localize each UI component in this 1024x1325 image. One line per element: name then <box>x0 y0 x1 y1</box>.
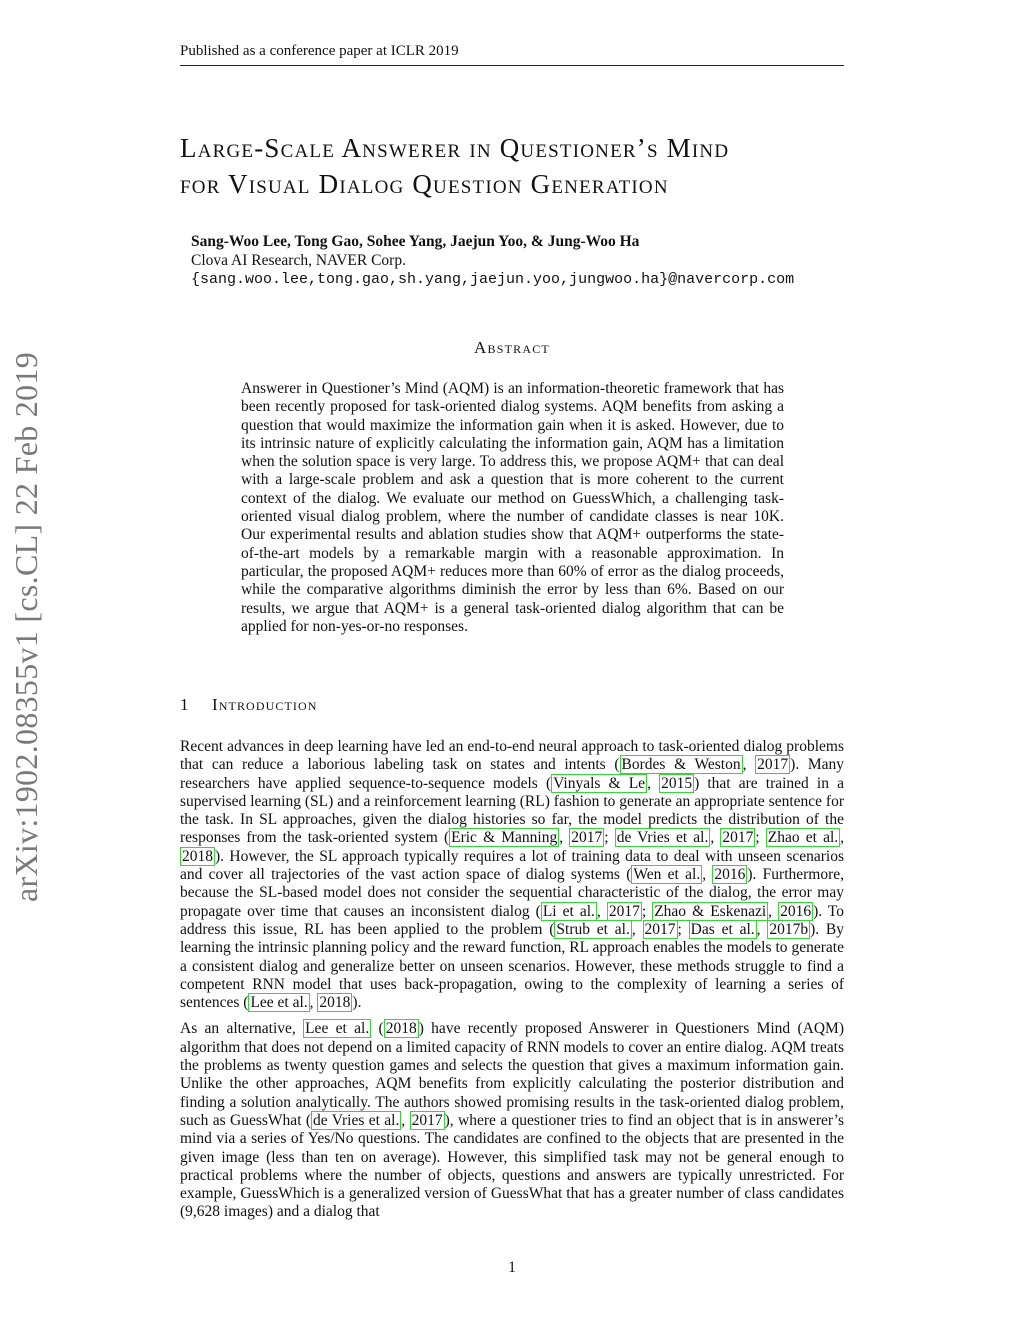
paragraph-text: ; <box>641 902 653 920</box>
paragraph <box>180 1020 844 1221</box>
paragraph-text: ). However, the SL approach typically requires a lot of training data to deal with unseen scenarios and cover all trajectories of the vast action space of dialog systems ( <box>180 847 844 884</box>
paragraph-text: , <box>631 920 643 938</box>
paragraph-text: , <box>401 1111 410 1129</box>
citation-link[interactable]: 2017 <box>608 902 640 920</box>
paragraph-text: As an alternative, <box>180 1020 304 1038</box>
paragraph-text: ; <box>755 829 766 847</box>
title-line-1: Large-Scale Answerer in Questioner’s Mind <box>180 133 730 163</box>
paragraph-text: , <box>840 829 845 847</box>
citation-link[interactable]: 2018 <box>385 1020 417 1038</box>
citation-link[interactable]: Bordes & Weston <box>621 756 741 774</box>
paragraph-text: Recent advances in deep learning have led an end-to-end neural approach to task-oriented dialog problems that can reduce a laborious labeling task on states and intents ( <box>180 738 844 774</box>
citation-link[interactable]: Wen et al. <box>633 866 701 884</box>
title-line-2: for Visual Dialog Question Generation <box>180 169 669 199</box>
citation-link[interactable]: 2016 <box>780 902 812 920</box>
page-number: 1 <box>508 1259 516 1276</box>
citation-link[interactable]: 2017 <box>644 920 676 938</box>
citation-link[interactable]: de Vries et al. <box>313 1111 400 1129</box>
citation-link[interactable]: Lee et al. <box>305 1020 370 1038</box>
paragraph-text: ). <box>352 994 362 1012</box>
paragraph-text: ; <box>677 920 689 938</box>
author-block <box>191 232 794 289</box>
paragraph-text: ). Many researchers have applied sequence-to-sequence models ( <box>180 756 845 792</box>
paragraph-text: , <box>768 902 779 920</box>
citation-link[interactable]: Das et al. <box>690 920 755 938</box>
citation-link[interactable]: 2017 <box>757 756 789 774</box>
paragraph-text: ). Furthermore, because the SL-based model does not consider the sequential characteristic of the dialog, the error may propagate over time that causes an inconsistent dialog ( <box>180 866 845 920</box>
citation-link[interactable]: 2017 <box>722 829 754 847</box>
introduction-body <box>180 738 844 1230</box>
paragraph-text: ). By learning the intrinsic planning policy and the reward function, RL approach enables the models to generate a consistent dialog and generalize better on unseen scenarios. However, these methods struggle to find a competent RNN model that uses back-propagation, owing to the complexity of learning a series of sentences ( <box>180 920 845 1012</box>
author-emails: {sang.woo.lee,tong.gao,sh.yang,jaejun.yoo,jungwoo.ha}@navercorp.com <box>191 271 795 288</box>
citation-link[interactable]: Li et al. <box>542 902 595 920</box>
paragraph <box>180 738 844 1012</box>
paragraph-text: ), where a questioner tries to find an object that is in answerer’s mind via a series of Yes/No questions. The candidates are confined to the objects that are presented in the given image (less than ten on average). However, this simplified task may not be general enough to practical problems where the number of objects, questions and answers are typically unrestricted. For example, GuessWhich is a generalized version of GuessWhat that has a greater number of class candidates (9,628 images) and a dialog that <box>180 1111 844 1221</box>
citation-link[interactable]: Strub et al. <box>556 920 630 938</box>
citation-link[interactable]: Vinyals & Le <box>553 774 646 792</box>
citation-link[interactable]: Eric & Manning <box>451 829 558 847</box>
paper-title <box>180 130 860 202</box>
citation-link[interactable]: Zhao et al. <box>767 829 839 847</box>
paragraph-text: ). To address this issue, RL has been applied to the problem ( <box>180 902 844 938</box>
paragraph-text: ; <box>604 829 615 847</box>
paragraph-text: , <box>742 756 756 774</box>
author-names: Sang-Woo Lee, Tong Gao, Sohee Yang, Jaejun Yoo, & Jung-Woo Ha <box>191 233 640 250</box>
paragraph-text: ) that are trained in a supervised learning (SL) and a reinforcement learning (RL) fashion to generate an appropriate sentence for the task. In SL approaches, given the dialog histories so far, the model predicts the distribution of the responses from the task-oriented system ( <box>180 774 844 847</box>
section-heading-introduction <box>180 695 318 715</box>
citation-link[interactable]: 2018 <box>319 994 351 1012</box>
citation-link[interactable]: 2015 <box>661 774 693 792</box>
citation-link[interactable]: 2017 <box>571 829 603 847</box>
paragraph-text: , <box>702 866 713 884</box>
citation-link[interactable]: Zhao & Eskenazi <box>654 902 767 920</box>
paragraph-text: , <box>756 920 768 938</box>
citation-link[interactable]: de Vries et al. <box>616 829 709 847</box>
abstract-heading: Abstract <box>474 338 550 357</box>
abstract-body: Answerer in Questioner’s Mind (AQM) is an information-theoretic framework that has been recently proposed for task-oriented dialog systems. AQM benefits from asking a question that would maximize the information gain when it is asked. However, due to its intrinsic nature of explicitly calculating the information gain, AQM has a limitation when the solution space is very large. To address this, we propose AQM+ that can deal with a large-scale problem and ask a question that is more coherent to the current context of the dialog. We evaluate our method on GuessWhich, a challenging task-oriented visual dialog problem, where the number of candidate classes is near 10K. Our experimental results and ablation studies show that AQM+ outperforms the state-of-the-art models by a remarkable margin with a reasonable approximation. In particular, the proposed AQM+ reduces more than 60% of error as the dialog proceeds, while the comparative algorithms diminish the error by less than 6%. Based on our results, we argue that AQM+ is a general task-oriented dialog algorithm that can be applied for non-yes-or-no responses. <box>241 380 784 635</box>
affiliation: Clova AI Research, NAVER Corp. <box>191 252 406 269</box>
arxiv-stamp[interactable]: arXiv:1902.08355v1 [cs.CL] 22 Feb 2019 <box>8 352 44 903</box>
paragraph-text: , <box>710 829 721 847</box>
citation-link[interactable]: Lee et al. <box>250 994 308 1012</box>
paragraph-text: , <box>596 902 607 920</box>
citation-link[interactable]: 2016 <box>714 866 746 884</box>
paragraph-text: , <box>559 829 570 847</box>
section-title: Introduction <box>212 695 318 714</box>
citation-link[interactable]: 2017b <box>769 920 809 938</box>
citation-link[interactable]: 2017 <box>411 1111 443 1129</box>
paragraph-text: ) have recently proposed Answerer in Questioners Mind (AQM) algorithm that does not depend on a limited capacity of RNN models to cover an entire dialog. AQM treats the problems as twenty question games and selects the question that gives a maximum information gain. Unlike the other approaches, AQM benefits from explicitly calculating the posterior distribution and finding a solution analytically. The authors showed promising results in the task-oriented dialog problem, such as GuessWhat ( <box>180 1020 844 1129</box>
paragraph-text: , <box>647 774 660 792</box>
conference-header: Published as a conference paper at ICLR 2019 <box>180 43 844 66</box>
paragraph-text: , <box>309 994 318 1012</box>
paragraph-text: ( <box>371 1020 384 1038</box>
section-number: 1 <box>180 695 190 714</box>
citation-link[interactable]: 2018 <box>182 847 213 865</box>
